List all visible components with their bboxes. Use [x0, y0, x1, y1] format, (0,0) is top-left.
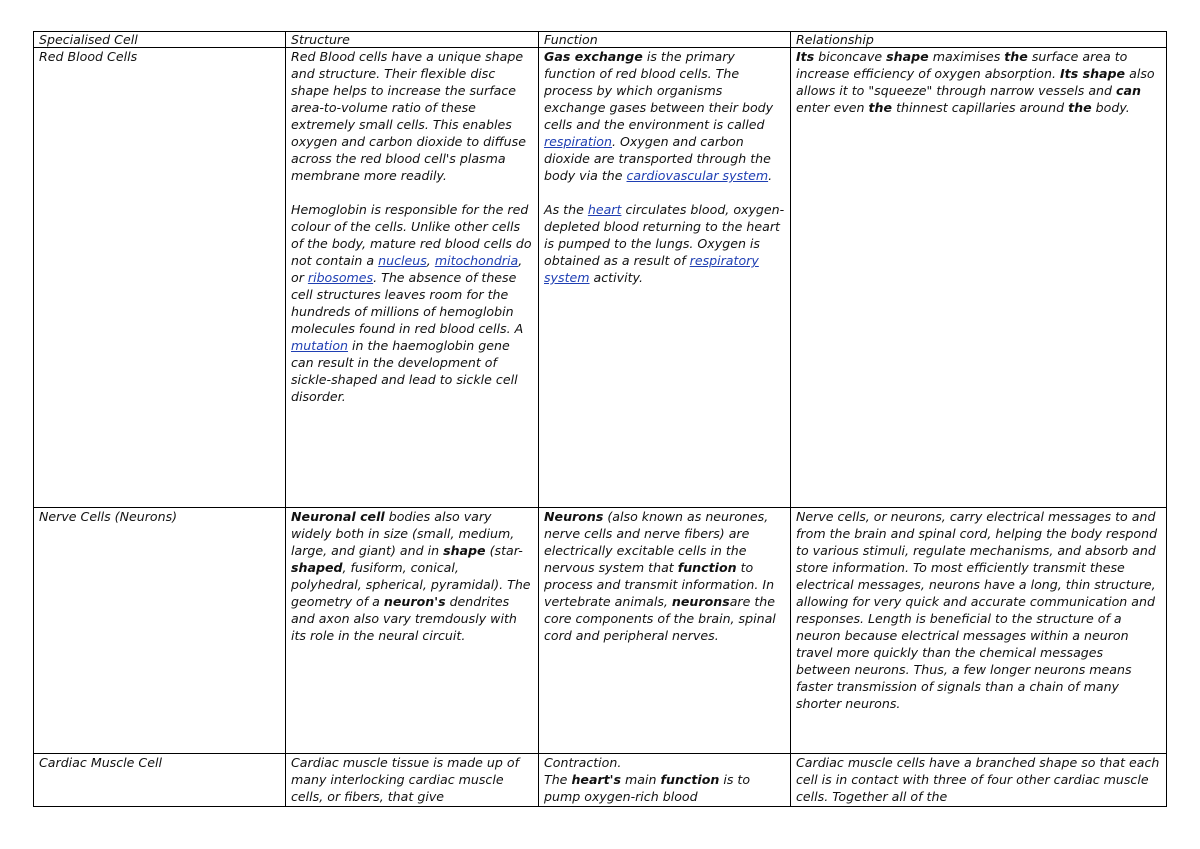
text-run: Nerve cells, or neurons, carry electrical messages to and from the brain and spinal cord, helping the body respond to various stimuli, regulate mechanisms, and absorb and store information. To most efficiently transmit these electrical messages, neurons have a long, thin structure, allowing for very quick and accurate communication and responses. Length is beneficial to the structure of a neuron because electrical messages within a neuron travel more quickly than the chemical messages between neurons. Thus, a few longer neurons means faster transmission of signals than a chain of many shorter neurons. [796, 509, 1158, 711]
function-cell [539, 508, 791, 754]
text-run: The [544, 772, 572, 787]
header-specialised-cell: Specialised Cell [34, 32, 286, 48]
text-run: Cardiac muscle cells have a branched shape so that each cell is in contact with three of four other cardiac muscle cells. Together all of the [796, 755, 1160, 804]
text-run: to process and transmit information. In vertebrate animals, [544, 560, 775, 609]
bold-run: Neurons [544, 509, 604, 524]
function-paragraph [544, 48, 785, 184]
link-cardiovascular-system[interactable]: cardiovascular system [626, 168, 769, 183]
function-paragraph [544, 201, 785, 286]
text-run: body. [1091, 100, 1130, 115]
table-row [34, 754, 1167, 807]
bold-run: Its [796, 49, 815, 64]
bold-run: Its shape [1060, 66, 1126, 81]
function-paragraph [544, 754, 785, 771]
text-run: . The absence of these cell structures leaves room for the hundreds of millions of hemoglobin molecules found in red blood cells. A [291, 270, 524, 336]
structure-cell [286, 48, 539, 508]
text-run: Hemoglobin is responsible for the red colour of the cells. Unlike other cells of the body, mature red blood cells do not contain a [291, 202, 532, 268]
bold-run: function [677, 560, 737, 575]
bold-run: heart's [571, 772, 622, 787]
bold-run: shape [443, 543, 486, 558]
text-run: Contraction. [544, 755, 622, 770]
link-ribosomes[interactable]: ribosomes [307, 270, 374, 285]
structure-paragraph [291, 508, 533, 644]
structure-paragraph [291, 201, 533, 405]
table-row [34, 508, 1167, 754]
cell-name: Red Blood Cells [34, 48, 286, 508]
text-run: also allows it to "squeeze" through narrow vessels and [796, 66, 1155, 98]
relationship-paragraph [796, 48, 1161, 116]
bold-run: shape [886, 49, 929, 64]
text-run: bodies also vary widely both in size (small, medium, large, and giant) and in [291, 509, 515, 558]
bold-run: neuron's [383, 594, 446, 609]
bold-run: function [660, 772, 720, 787]
structure-paragraph [291, 754, 533, 805]
text-run: thinnest capillaries around [892, 100, 1069, 115]
bold-run: the [868, 100, 893, 115]
text-run: circulates blood, oxygen-depleted blood returning to the heart is pumped to the lungs. Oxygen is obtained as a result of [544, 202, 785, 268]
function-cell [539, 48, 791, 508]
text-run: Cardiac muscle tissue is made up of many interlocking cardiac muscle cells, or fibers, that give [291, 755, 520, 804]
link-nucleus[interactable]: nucleus [378, 253, 427, 268]
header-relationship: Relationship [791, 32, 1167, 48]
text-run: , fusiform, conical, polyhedral, spherical, pyramidal). The geometry of a [291, 560, 531, 609]
relationship-cell [791, 508, 1167, 754]
relationship-paragraph [796, 754, 1161, 805]
relationship-cell [791, 48, 1167, 508]
text-run: in the haemoglobin gene can result in the development of sickle-shaped and lead to sickle cell disorder. [291, 338, 518, 404]
structure-cell [286, 508, 539, 754]
bold-run: Gas exchange [544, 49, 643, 64]
header-function: Function [539, 32, 791, 48]
text-run: , or [291, 253, 523, 285]
bold-run: the [1068, 100, 1092, 115]
link-respiratory-system[interactable]: respiratory system [544, 253, 759, 285]
text-run: biconcave [814, 49, 887, 64]
text-run: , [426, 253, 435, 268]
bold-run: neurons [671, 594, 730, 609]
text-run: (also known as neurones, nerve cells and nerve fibers) are electrically excitable cells in the nervous system that [544, 509, 769, 575]
text-run: are the core components of the brain, spinal cord and peripheral nerves. [544, 594, 776, 643]
text-run: main [621, 772, 661, 787]
text-run: surface area to increase efficiency of oxygen absorption. [796, 49, 1128, 81]
link-mitochondria[interactable]: mitochondria [434, 253, 519, 268]
cell-name: Nerve Cells (Neurons) [34, 508, 286, 754]
text-run: (star- [485, 543, 523, 558]
text-run: . [768, 168, 773, 183]
text-run: dendrites and axon also vary tremdously with its role in the neural circuit. [291, 594, 517, 643]
link-mutation[interactable]: mutation [291, 338, 349, 353]
relationship-cell [791, 754, 1167, 807]
function-paragraph [544, 771, 785, 805]
bold-run: shaped [291, 560, 343, 575]
bold-run: the [1004, 49, 1028, 64]
bold-run: Neuronal cell [291, 509, 385, 524]
function-paragraph [544, 508, 785, 644]
link-respiration[interactable]: respiration [544, 134, 612, 149]
relationship-paragraph [796, 508, 1161, 712]
header-structure: Structure [286, 32, 539, 48]
text-run: As the [544, 202, 588, 217]
cell-name: Cardiac Muscle Cell [34, 754, 286, 807]
text-run: enter even [796, 100, 869, 115]
bold-run: can [1116, 83, 1141, 98]
function-cell [539, 754, 791, 807]
table-row [34, 48, 1167, 508]
text-run: is to pump oxygen-rich blood [544, 772, 751, 804]
header-row [34, 32, 1167, 48]
link-heart[interactable]: heart [587, 202, 622, 217]
text-run: is the primary function of red blood cells. The process by which organisms exchange gases between their body cells and the environment is called [544, 49, 774, 132]
text-run: Red Blood cells have a unique shape and structure. Their flexible disc shape helps to increase the surface area-to-volume ratio of these extremely small cells. This enables oxygen and carbon dioxide to diffuse across the red blood cell's plasma membrane more readily. [291, 49, 526, 183]
text-run: activity. [589, 270, 643, 285]
text-run: maximises [928, 49, 1005, 64]
structure-cell [286, 754, 539, 807]
specialised-cells-table [33, 31, 1167, 807]
text-run: . Oxygen and carbon dioxide are transported through the body via the [544, 134, 771, 183]
structure-paragraph [291, 48, 533, 184]
